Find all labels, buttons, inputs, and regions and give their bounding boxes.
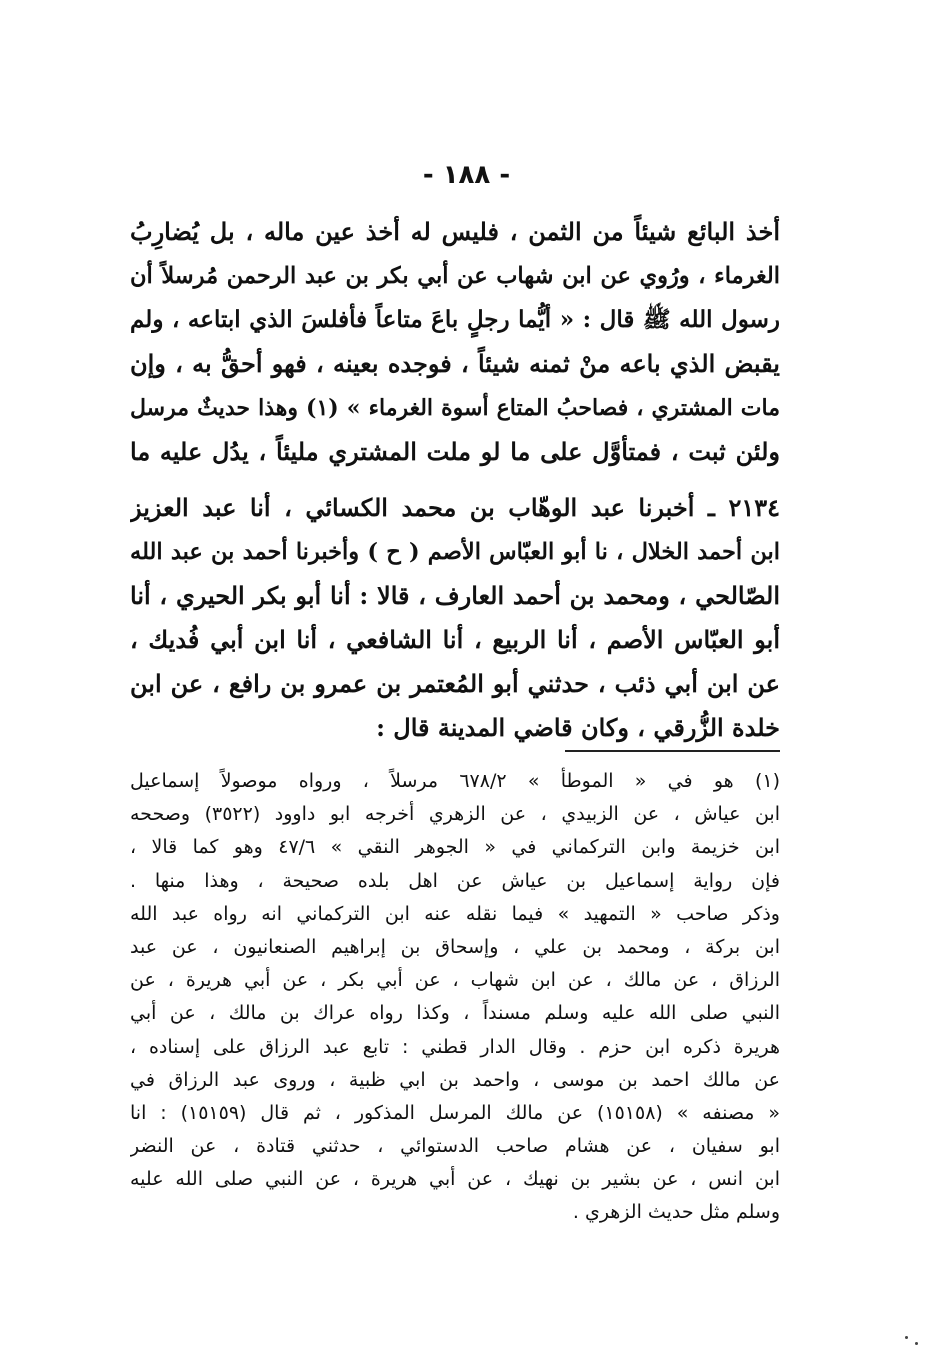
footnote-line: الرزاق ، عن مالك ، عن ابن شهاب ، عن أبي بكر ، عن أبي هريرة ، عن xyxy=(130,969,780,992)
text-line: خلدة الزُّرقي ، وكان قاضي المدينة قال : xyxy=(376,713,780,742)
footnote-line: فإن رواية إسماعيل بن عياش عن اهل بلده صحيحة ، وهذا منها . xyxy=(130,869,780,892)
scan-speck xyxy=(905,1336,908,1339)
scan-speck xyxy=(915,1342,918,1345)
footnote-line: « مصنفه » (١٥١٥٨) عن مالك المرسل المذكور ، ثم قال (١٥١٥٩) : انا xyxy=(130,1101,780,1124)
footnote-line: ابن خزيمة وابن التركماني في « الجوهر النقي » ٤٧/٦ وهو كما قالا ، xyxy=(130,836,780,859)
text-line: أبو العبّاس الأصم ، أنا الربيع ، أنا الشافعي ، أنا ابن أبي فُديك ، xyxy=(130,625,780,654)
text-line: عن ابن أبي ذئب ، حدثني أبو المُعتمر بن عمرو بن رافع ، عن ابن xyxy=(130,669,780,698)
paragraph-2 xyxy=(130,486,780,750)
text-line: ٢١٣٤ ـ أخبرنا عبد الوهّاب بن محمد الكسائي ، أنا عبد العزيز xyxy=(130,493,780,522)
paragraph-gap xyxy=(130,474,780,486)
text-line: الغرماء ، ورُوي عن ابن شهاب عن أبي بكر بن عبد الرحمن مُرسلاً أن xyxy=(130,263,780,289)
footnote-line: ابو سفيان ، عن هشام صاحب الدستوائي ، حدثني قتادة ، عن النضر xyxy=(130,1135,780,1158)
footnote-line: ابن عياش ، عن الزبيدي ، عن الزهري أخرجه ابو داوود (٣٥٢٢) وصححه xyxy=(130,803,780,826)
footnote-line: وسلم مثل حديث الزهري . xyxy=(572,1201,780,1224)
footnotes xyxy=(130,765,780,1230)
main-text xyxy=(130,210,780,750)
paragraph-1 xyxy=(130,210,780,474)
footnote-line: ابن انس ، عن بشير بن نهيك ، عن أبي هريرة ، عن النبي صلى الله عليه xyxy=(130,1168,780,1191)
footnote-line: (١) هو في « الموطأ » ٦٧٨/٢ مرسلاً ، ورواه موصولاً إسماعيل xyxy=(130,770,780,792)
footnote-line: هريرة ذكره ابن حزم . وقال الدار قطني : تابع عبد الرزاق على إسناده ، xyxy=(130,1035,780,1058)
text-line: أخذ البائع شيئاً من الثمن ، فليس له أخذ عين ماله ، بل يُضارِبُ xyxy=(130,217,780,246)
page-number: - ١٨٨ - xyxy=(422,160,511,190)
text-line: يقبض الذي باعه منْ ثمنه شيئاً ، فوجده بعينه ، فهو أحقُّ به ، وإن xyxy=(130,349,780,378)
text-line: ابن أحمد الخلال ، نا أبو العبّاس الأصم ( ح ) وأخبرنا أحمد بن عبد الله xyxy=(130,539,780,565)
footnote-separator xyxy=(565,750,780,752)
footnote-line: عن مالك احمد بن موسى ، واحمد بن ابي ظبية ، وروى عبد الرزاق في xyxy=(130,1068,780,1091)
text-line: رسول الله ﷺ قال : « أيُّما رجلٍ باعَ متاعاً فأفلسَ الذي ابتاعه ، ولم xyxy=(130,306,780,333)
footnote-line: وذكر صاحب « التمهيد » فيما نقله عنه ابن التركماني انه رواه عبد الله xyxy=(130,902,780,925)
text-line: مات المشتري ، فصاحبُ المتاع أسوة الغرماء » (١) وهذا حديثٌ مرسل xyxy=(130,395,780,421)
footnote-line: النبي صلى الله عليه وسلم مسنداً ، وكذا رواه عراك بن مالك ، عن أبي xyxy=(130,1002,780,1025)
footnote-line: ابن بركة ، ومحمد بن علي ، وإسحاق بن إبراهيم الصنعانيون ، عن عبد xyxy=(130,935,780,958)
text-line: الصّالحي ، ومحمد بن أحمد العارف ، قالا : أنا أبو بكر الحيري ، أنا xyxy=(130,581,780,610)
text-line: ولئن ثبت ، فمتأوَّل على ما لو ملت المشتري مليئاً ، يدُل عليه ما xyxy=(130,437,780,466)
